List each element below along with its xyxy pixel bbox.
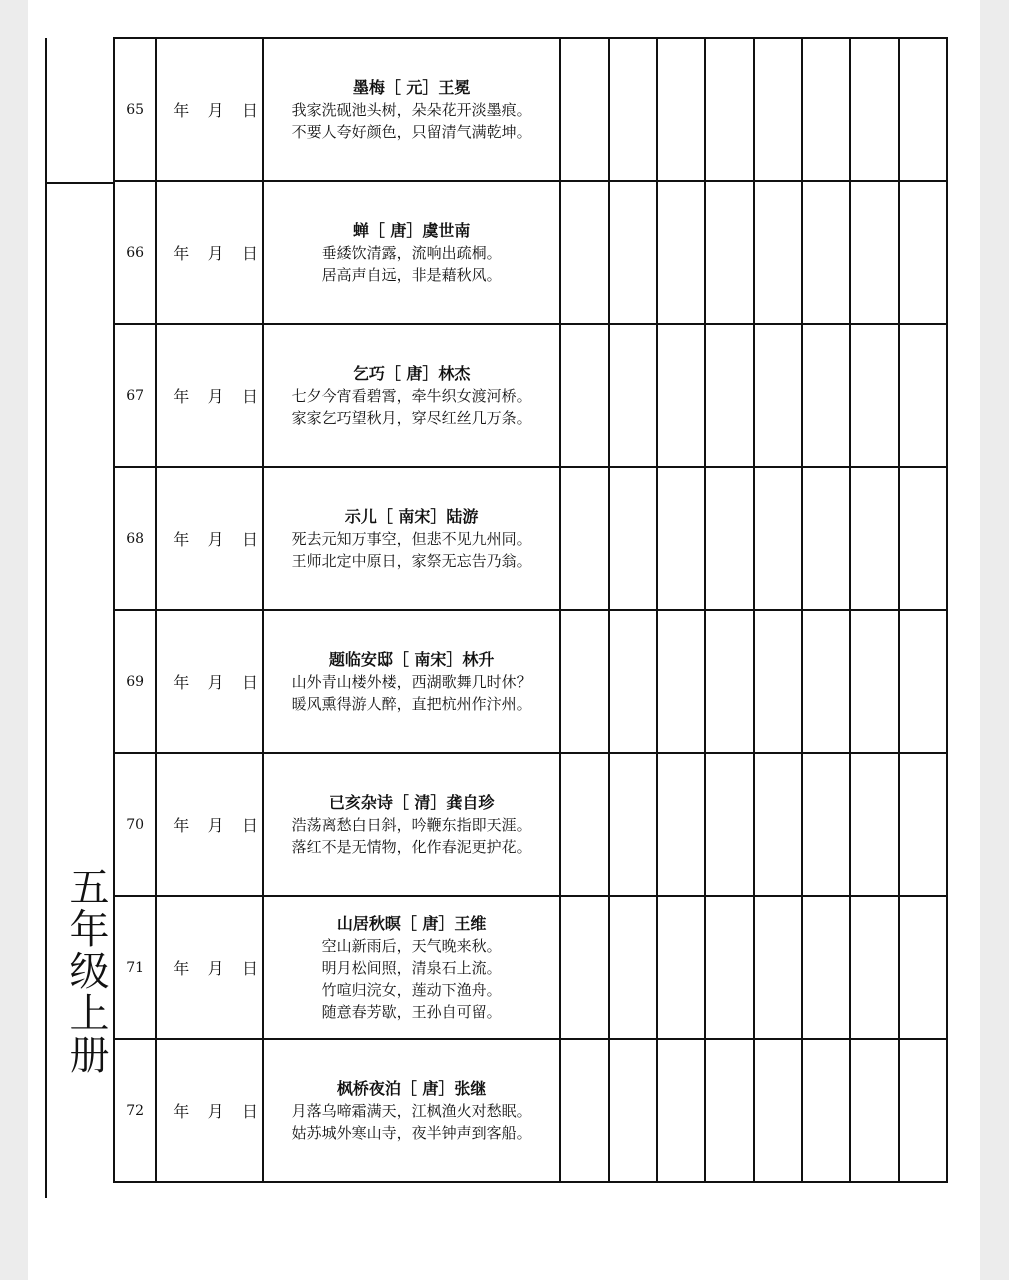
poem-line: 垂緌饮清露，流响出疏桐。 <box>321 243 502 262</box>
check-box-cell[interactable] <box>899 1039 947 1182</box>
check-box-cell[interactable] <box>899 324 947 467</box>
poem-line: 居高声自远，非是藉秋风。 <box>321 265 502 284</box>
check-box-cell[interactable] <box>754 610 802 753</box>
poem-line: 落红不是无情物，化作春泥更护花。 <box>291 837 532 856</box>
poem-line: 死去元知万事空，但悲不见九州同。 <box>291 529 532 548</box>
row-number: 69 <box>114 610 156 753</box>
check-box-cell[interactable] <box>609 610 657 753</box>
date-month-label: 月 <box>207 673 224 692</box>
poem-line: 月落乌啼霜满天，江枫渔火对愁眠。 <box>291 1101 532 1120</box>
date-month-label: 月 <box>207 1102 224 1121</box>
row-number: 65 <box>114 38 156 181</box>
grade-label: 五年级上册 <box>63 866 109 1076</box>
check-box-cell[interactable] <box>850 753 898 896</box>
check-box-cell[interactable] <box>850 38 898 181</box>
check-box-cell[interactable] <box>657 38 705 181</box>
poem-title: 蝉［ 唐］虞世南 <box>352 220 471 240</box>
date-day-label: 日 <box>242 244 259 263</box>
check-box-cell[interactable] <box>802 38 850 181</box>
check-box-cell[interactable] <box>657 1039 705 1182</box>
check-box-cell[interactable] <box>609 38 657 181</box>
check-box-cell[interactable] <box>560 896 608 1039</box>
poem-line: 不要人夸好颜色，只留清气满乾坤。 <box>291 122 532 141</box>
check-box-cell[interactable] <box>802 181 850 324</box>
check-box-cell[interactable] <box>705 181 753 324</box>
date-day-label: 日 <box>242 387 259 406</box>
check-box-cell[interactable] <box>802 467 850 610</box>
poem-title: 乞巧［ 唐］林杰 <box>352 363 471 383</box>
poem-line: 明月松间照，清泉石上流。 <box>321 958 502 977</box>
check-box-cell[interactable] <box>657 181 705 324</box>
check-box-cell[interactable] <box>560 467 608 610</box>
poem-line: 姑苏城外寒山寺，夜半钟声到客船。 <box>291 1123 532 1142</box>
check-box-cell[interactable] <box>802 324 850 467</box>
poem-cell <box>263 181 560 324</box>
poem-line: 暖风熏得游人醉，直把杭州作汴州。 <box>291 694 532 713</box>
check-box-cell[interactable] <box>609 467 657 610</box>
check-box-cell[interactable] <box>850 324 898 467</box>
check-box-cell[interactable] <box>657 610 705 753</box>
poem-line: 王师北定中原日，家祭无忘告乃翁。 <box>291 551 532 570</box>
date-month-label: 月 <box>207 101 224 120</box>
poem-cell <box>263 467 560 610</box>
date-cell[interactable] <box>156 610 263 753</box>
check-box-cell[interactable] <box>754 38 802 181</box>
poem-row <box>114 38 947 181</box>
check-box-cell[interactable] <box>609 896 657 1039</box>
check-box-cell[interactable] <box>754 753 802 896</box>
date-year-label: 年 <box>173 1102 190 1121</box>
poem-log-table <box>113 37 948 1183</box>
check-box-cell[interactable] <box>899 467 947 610</box>
check-box-cell[interactable] <box>899 896 947 1039</box>
check-box-cell[interactable] <box>899 38 947 181</box>
check-box-cell[interactable] <box>705 753 753 896</box>
check-box-cell[interactable] <box>609 1039 657 1182</box>
check-box-cell[interactable] <box>754 181 802 324</box>
date-day-label: 日 <box>242 1102 259 1121</box>
check-box-cell[interactable] <box>754 896 802 1039</box>
poem-title: 山居秋暝［ 唐］王维 <box>336 913 487 933</box>
date-year-label: 年 <box>173 673 190 692</box>
poem-title: 墨梅［ 元］王冕 <box>352 77 471 97</box>
poem-line: 竹喧归浣女，莲动下渔舟。 <box>321 980 502 999</box>
check-box-cell[interactable] <box>754 467 802 610</box>
row-number: 71 <box>114 896 156 1039</box>
date-month-label: 月 <box>207 816 224 835</box>
date-year-label: 年 <box>173 244 190 263</box>
date-month-label: 月 <box>207 530 224 549</box>
poem-row <box>114 1039 947 1182</box>
poem-row <box>114 467 947 610</box>
check-box-cell[interactable] <box>560 38 608 181</box>
poem-cell <box>263 753 560 896</box>
poem-line: 随意春芳歇，王孙自可留。 <box>321 1002 502 1021</box>
poem-row <box>114 753 947 896</box>
check-box-cell[interactable] <box>850 610 898 753</box>
poem-row <box>114 610 947 753</box>
row-number: 68 <box>114 467 156 610</box>
date-month-label: 月 <box>207 244 224 263</box>
row-number: 72 <box>114 1039 156 1182</box>
check-box-cell[interactable] <box>609 181 657 324</box>
check-box-cell[interactable] <box>657 467 705 610</box>
row-number: 70 <box>114 753 156 896</box>
date-cell[interactable] <box>156 38 263 181</box>
check-box-cell[interactable] <box>754 1039 802 1182</box>
poem-row <box>114 181 947 324</box>
date-cell[interactable] <box>156 324 263 467</box>
poem-title: 示儿［ 南宋］陆游 <box>344 506 479 526</box>
poem-line: 空山新雨后，天气晚来秋。 <box>321 936 502 955</box>
check-box-cell[interactable] <box>850 181 898 324</box>
check-box-cell[interactable] <box>802 610 850 753</box>
check-box-cell[interactable] <box>802 896 850 1039</box>
poem-title: 枫桥夜泊［ 唐］张继 <box>336 1078 487 1098</box>
date-day-label: 日 <box>242 101 259 120</box>
row-number: 66 <box>114 181 156 324</box>
date-cell[interactable] <box>156 467 263 610</box>
check-box-cell[interactable] <box>754 324 802 467</box>
check-box-cell[interactable] <box>609 753 657 896</box>
date-year-label: 年 <box>173 959 190 978</box>
grade-divider <box>45 182 115 184</box>
poem-line: 七夕今宵看碧霄，牵牛织女渡河桥。 <box>291 386 532 405</box>
check-box-cell[interactable] <box>802 753 850 896</box>
date-day-label: 日 <box>242 673 259 692</box>
date-day-label: 日 <box>242 959 259 978</box>
check-box-cell[interactable] <box>705 896 753 1039</box>
check-box-cell[interactable] <box>705 324 753 467</box>
date-year-label: 年 <box>173 101 190 120</box>
poem-line: 家家乞巧望秋月，穿尽红丝几万条。 <box>291 408 532 427</box>
date-year-label: 年 <box>173 816 190 835</box>
poem-cell <box>263 896 560 1039</box>
poem-cell <box>263 610 560 753</box>
check-box-cell[interactable] <box>802 1039 850 1182</box>
check-box-cell[interactable] <box>560 181 608 324</box>
date-day-label: 日 <box>242 816 259 835</box>
date-year-label: 年 <box>173 387 190 406</box>
check-box-cell[interactable] <box>609 324 657 467</box>
check-box-cell[interactable] <box>657 896 705 1039</box>
poem-title: 已亥杂诗［ 清］龚自珍 <box>328 792 495 812</box>
check-box-cell[interactable] <box>899 753 947 896</box>
date-day-label: 日 <box>242 530 259 549</box>
poem-title: 题临安邸［ 南宋］林升 <box>328 649 495 669</box>
poem-cell <box>263 1039 560 1182</box>
check-box-cell[interactable] <box>560 753 608 896</box>
check-box-cell[interactable] <box>705 467 753 610</box>
poem-row <box>114 324 947 467</box>
date-year-label: 年 <box>173 530 190 549</box>
check-box-cell[interactable] <box>657 753 705 896</box>
date-month-label: 月 <box>207 959 224 978</box>
poem-line: 浩荡离愁白日斜，吟鞭东指即天涯。 <box>291 815 532 834</box>
check-box-cell[interactable] <box>705 38 753 181</box>
check-box-cell[interactable] <box>705 610 753 753</box>
date-cell[interactable] <box>156 896 263 1039</box>
poem-cell <box>263 324 560 467</box>
date-cell[interactable] <box>156 753 263 896</box>
check-box-cell[interactable] <box>560 610 608 753</box>
poem-row <box>114 896 947 1039</box>
check-box-cell[interactable] <box>850 896 898 1039</box>
check-box-cell[interactable] <box>899 181 947 324</box>
poem-line: 我家洗砚池头树，朵朵花开淡墨痕。 <box>291 100 532 119</box>
row-number: 67 <box>114 324 156 467</box>
check-box-cell[interactable] <box>705 1039 753 1182</box>
poem-line: 山外青山楼外楼，西湖歌舞几时休？ <box>291 672 532 691</box>
left-margin-line <box>45 38 47 1198</box>
check-box-cell[interactable] <box>899 610 947 753</box>
date-cell[interactable] <box>156 1039 263 1182</box>
check-box-cell[interactable] <box>560 1039 608 1182</box>
date-cell[interactable] <box>156 181 263 324</box>
check-box-cell[interactable] <box>850 1039 898 1182</box>
check-box-cell[interactable] <box>657 324 705 467</box>
date-month-label: 月 <box>207 387 224 406</box>
check-box-cell[interactable] <box>560 324 608 467</box>
poem-cell <box>263 38 560 181</box>
check-box-cell[interactable] <box>850 467 898 610</box>
